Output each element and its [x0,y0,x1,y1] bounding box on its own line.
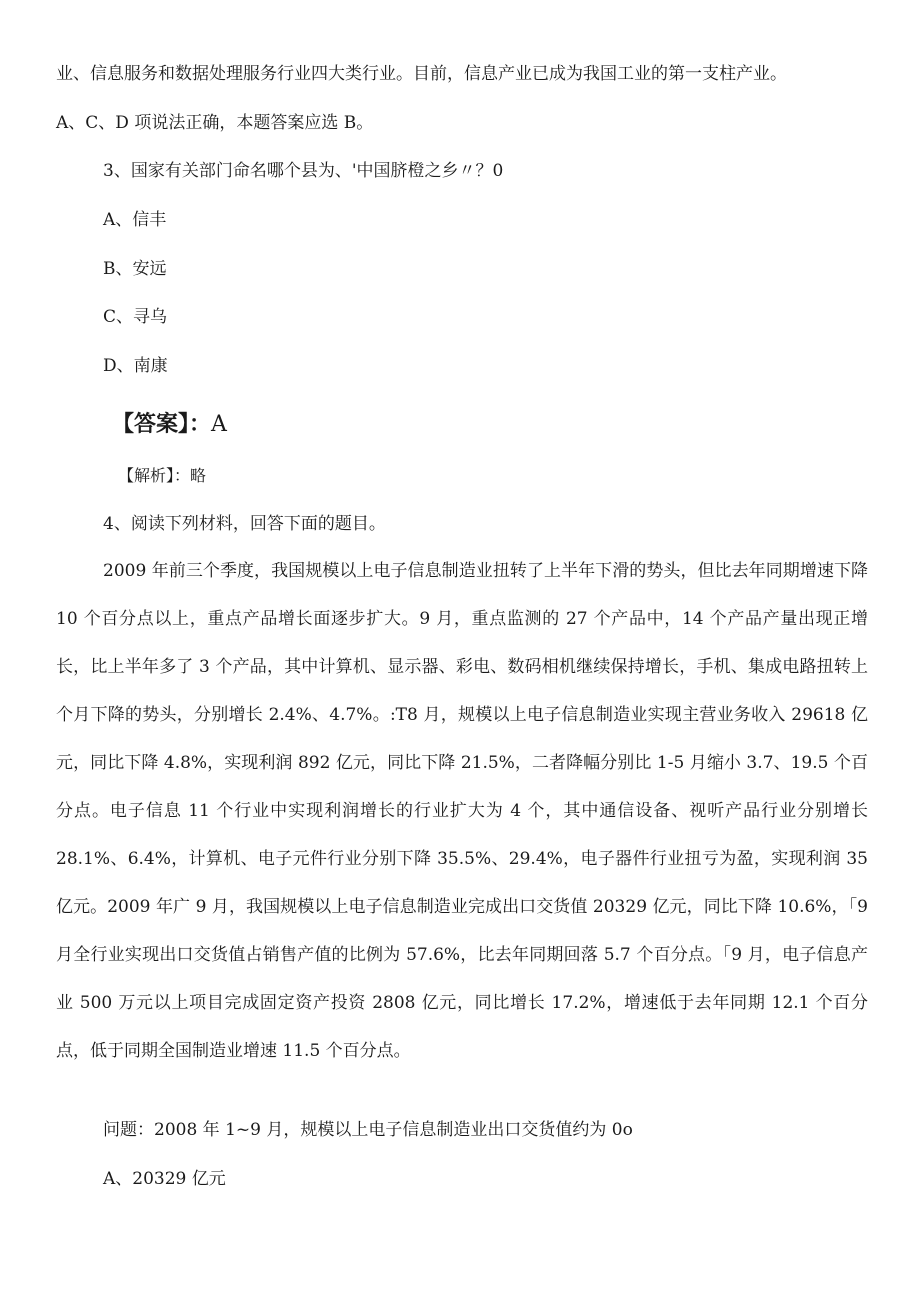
answer-value: A [211,412,227,437]
question-4: 4、阅读下列材料，回答下面的题目。 [103,514,386,534]
answer-line [112,410,227,440]
analysis-line: 【解析】：略 [118,466,207,485]
question-3-option-d: D、南康 [103,356,168,376]
material-paragraph: 2009 年前三个季度，我国规模以上电子信息制造业扭转了上半年下滑的势头，但比去年同期增速下降 10 个百分点以上，重点产品增长面逐步扩大。9 月，重点监测的 27 个产品中，14 个产品产量出现正增长，比上半年多了 3 个产品，其中计算机、显示器、彩电、数码相机继续保持增长，手机、集成电路扭转上个月下降的势头，分别增长 2.4%、4.7%。:T8 月，规模以上电子信息制造业实现主营业务收入 29618 亿元，同比下降 4.8%，实现利润 892 亿元，同比下降 21.5%，二者降幅分别比 1-5 月缩小 3.7、19.5 个百分点。电子信息 11 个行业中实现利润增长的行业扩大为 4 个，其中通信设备、视听产品行业分别增长 28.1%、6.4%，计算机、电子元件行业分别下降 35.5%、29.4%，电子器件行业扭亏为盈，实现利润 35 亿元。2009 年广 9 月，我国规模以上电子信息制造业完成出口交货值 20329 亿元，同比下降 10.6%，「9 月全行业实现出口交货值占销售产值的比例为 57.6%，比去年同期回落 5.7 个百分点。「9 月，电子信息产业 500 万元以上项目完成固定资产投资 2808 亿元，同比增长 17.2%，增速低于去年同期 12.1 个百分点，低于同期全国制造业增速 11.5 个百分点。 [56,561,868,1061]
question-3: 3、国家有关部门命名哪个县为、'中国脐橙之乡〃？0 [103,161,504,181]
question-3-option-b: B、安远 [103,259,167,279]
text-line-1: 业、信息服务和数据处理服务行业四大类行业。目前，信息产业已成为我国工业的第一支柱产业。 [56,64,787,84]
question-option-a: A、20329 亿元 [103,1169,226,1189]
question-3-option-a: A、信丰 [103,210,167,230]
answer-label: 【答案】： [112,412,212,437]
text-line-2: A、C、D 项说法正确，本题答案应选 B。 [56,113,374,133]
question-prompt: 问题：2008 年 1~9 月，规模以上电子信息制造业出口交货值约为 0o [103,1120,633,1140]
question-3-option-c: C、寻乌 [103,307,168,327]
